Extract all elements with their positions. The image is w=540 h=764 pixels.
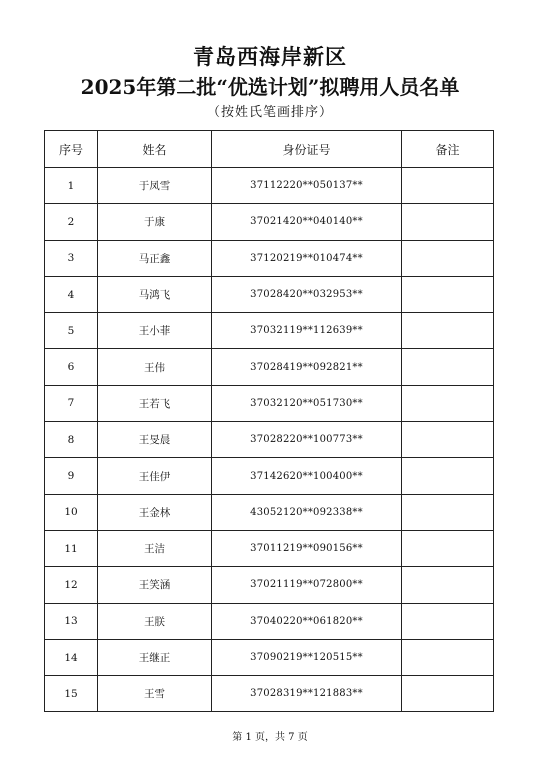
cell-name: 王小菲 — [98, 313, 212, 349]
cell-id-number: 37142620**100400** — [212, 458, 402, 494]
cell-seq: 12 — [45, 567, 98, 603]
cell-name: 王笑涵 — [98, 567, 212, 603]
cell-name: 于凤雪 — [98, 168, 212, 204]
cell-id-number: 43052120**092338** — [212, 494, 402, 530]
cell-name: 王继正 — [98, 639, 212, 675]
table-row — [45, 676, 494, 712]
cell-seq: 11 — [45, 530, 98, 566]
cell-id-number: 37028419**092821** — [212, 349, 402, 385]
cell-id-number: 37090219**120515** — [212, 639, 402, 675]
cell-seq: 9 — [45, 458, 98, 494]
cell-name: 马鸿飞 — [98, 276, 212, 312]
cell-id-number: 37112220**050137** — [212, 168, 402, 204]
cell-seq: 5 — [45, 313, 98, 349]
table-row — [45, 240, 494, 276]
cell-note — [402, 349, 494, 385]
cell-seq: 13 — [45, 603, 98, 639]
column-header-seq: 序号 — [45, 131, 98, 168]
cell-seq: 10 — [45, 494, 98, 530]
cell-id-number: 37032120**051730** — [212, 385, 402, 421]
table-row — [45, 458, 494, 494]
document-subtitle-main: 2025年第二批“优选计划”拟聘用人员名单 — [80, 75, 460, 99]
sort-note: （按姓氏笔画排序） — [206, 105, 333, 120]
cell-note — [402, 567, 494, 603]
cell-note — [402, 313, 494, 349]
cell-name: 于康 — [98, 204, 212, 240]
cell-seq: 3 — [45, 240, 98, 276]
cell-id-number: 37021420**040140** — [212, 204, 402, 240]
cell-id-number: 37011219**090156** — [212, 530, 402, 566]
cell-name: 王若飞 — [98, 385, 212, 421]
table-row — [45, 639, 494, 675]
cell-seq: 8 — [45, 422, 98, 458]
cell-note — [402, 458, 494, 494]
table-row — [45, 385, 494, 421]
roster-table — [44, 130, 494, 712]
cell-seq: 4 — [45, 276, 98, 312]
cell-name: 马正鑫 — [98, 240, 212, 276]
cell-note — [402, 676, 494, 712]
cell-id-number: 37021119**072800** — [212, 567, 402, 603]
cell-note — [402, 204, 494, 240]
column-header-note: 备注 — [402, 131, 494, 168]
cell-name: 王朕 — [98, 603, 212, 639]
cell-note — [402, 639, 494, 675]
column-header-name: 姓名 — [98, 131, 212, 168]
table-row — [45, 530, 494, 566]
cell-note — [402, 494, 494, 530]
table-row — [45, 313, 494, 349]
table-row — [45, 204, 494, 240]
cell-note — [402, 530, 494, 566]
table-body — [45, 168, 494, 712]
cell-name: 王金林 — [98, 494, 212, 530]
cell-name: 王佳伊 — [98, 458, 212, 494]
table-row — [45, 603, 494, 639]
cell-seq: 14 — [45, 639, 98, 675]
cell-id-number: 37028319**121883** — [212, 676, 402, 712]
table-row — [45, 494, 494, 530]
table-row — [45, 567, 494, 603]
cell-id-number: 37028220**100773** — [212, 422, 402, 458]
cell-note — [402, 422, 494, 458]
document-title: 青岛西海岸新区 — [193, 44, 347, 69]
cell-note — [402, 603, 494, 639]
table-row — [45, 349, 494, 385]
column-header-id: 身份证号 — [212, 131, 402, 168]
cell-id-number: 37120219**010474** — [212, 240, 402, 276]
table-header-row — [45, 131, 494, 168]
cell-seq: 6 — [45, 349, 98, 385]
table-row — [45, 168, 494, 204]
cell-name: 王旻晨 — [98, 422, 212, 458]
cell-name: 王洁 — [98, 530, 212, 566]
cell-id-number: 37032119**112639** — [212, 313, 402, 349]
cell-name: 王伟 — [98, 349, 212, 385]
cell-seq: 1 — [45, 168, 98, 204]
cell-id-number: 37028420**032953** — [212, 276, 402, 312]
cell-name: 王雪 — [98, 676, 212, 712]
cell-id-number: 37040220**061820** — [212, 603, 402, 639]
table-row — [45, 276, 494, 312]
cell-seq: 7 — [45, 385, 98, 421]
cell-note — [402, 276, 494, 312]
cell-seq: 2 — [45, 204, 98, 240]
cell-note — [402, 385, 494, 421]
table-row — [45, 422, 494, 458]
cell-note — [402, 240, 494, 276]
page-number: 第 1 页，共 7 页 — [232, 732, 308, 743]
cell-note — [402, 168, 494, 204]
cell-seq: 15 — [45, 676, 98, 712]
